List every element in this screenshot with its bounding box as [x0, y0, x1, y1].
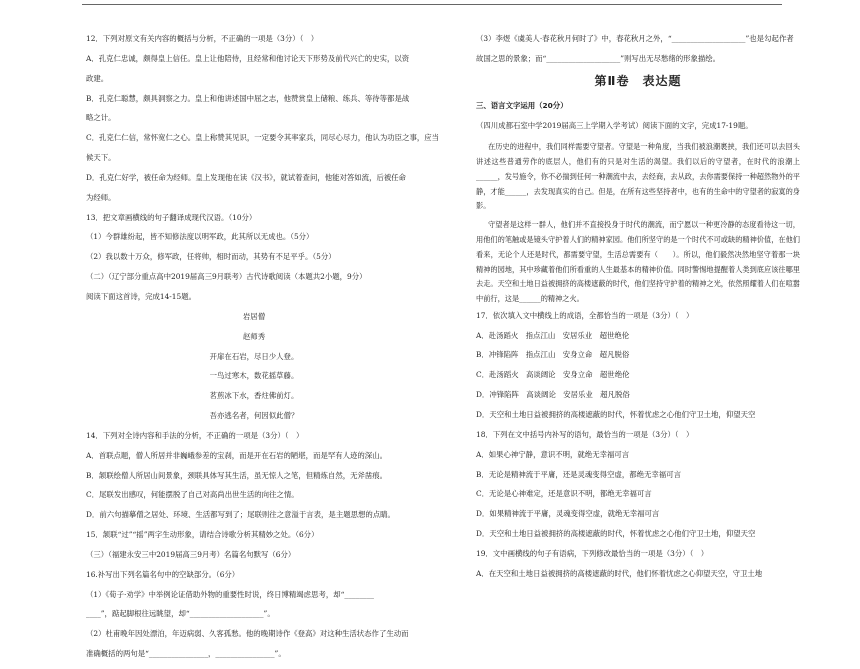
text-line: 略之计。 [86, 113, 116, 123]
text-line: 13．把文章画横线的句子翻译成现代汉语。（10分） [86, 212, 257, 222]
text-line: 阅读下面这首诗，完成14-15题。 [86, 291, 196, 301]
text-line: 16.补写出下列名篇名句中的空缺部分。（6分） [86, 569, 240, 579]
text-line: D．天空和土地日益被拥挤的高楼遮蔽的时代，怀着忧虑之心他们守卫土地，仰望天空 [476, 410, 756, 420]
text-line: （1）《荀子·劝学》中举例论证借助外物的重要性时说，终日博精竭虑思考，却“________ [86, 589, 374, 599]
section-heading: 三、语言文字运用（20分） [476, 100, 568, 110]
text-line: 12．下列对原文有关内容的概括与分析，不正确的一项是（3分）（ ） [86, 34, 319, 43]
text-line: C．尾联发出感叹，何能摆脱了自己对高尚出世生活的向往之情。 [86, 490, 299, 500]
text-line: （三）（福建永安三中2019届高三9月考）名篇名句默写（6分） [86, 549, 296, 559]
text-line: D．如果精神流于平庸，灵魂变得空虚，就绝无幸福可言 [476, 509, 660, 519]
right-column [476, 34, 800, 589]
text-line: 为经师。 [86, 192, 116, 202]
text-line: 候天下。 [86, 153, 116, 163]
text-line: B．无论是精神流于平庸，还是灵魂变得空虚，都绝无幸福可言 [476, 469, 681, 479]
text-line: A．在天空和土地日益被拥挤的高楼遮蔽的时代，他们怀着忧虑之心仰望天空，守卫土地 [476, 568, 763, 578]
poem-line: 一鸟过寒木，数花摇草藤。 [209, 371, 299, 381]
text-line: （二）（辽宁部分重点高中2019届高三9月联考）古代诗歌阅读（本题共2小题，9分） [86, 272, 367, 282]
text-line: C．无论是心神难定，还是意识不明，都绝无幸福可言 [476, 489, 652, 499]
text-line: 准确概括的两句是“________________，________________”。 [86, 649, 286, 659]
text-line: D．冲锋陷阵 高谈阔论 安居乐业 超凡脱俗 [476, 390, 630, 400]
passage-paragraph: 在历史的进程中，我们同样需要守望者。守望是一种角度，当我们被浪潮裹挟，我们还可以去回头讲述这些普通劳作的底层人，他们有的只是对生活的渴望。我们以后的守望者，在时代的浪潮上______，发号施令，你不必揣到任何一种潮流中去，去经商，去从政，去你需要保持一种超然物外的平静，才能______，去发现真实的自己。但是，在所有这些坚持者中，也有的生命中的守望者的寂寞的身影。 [476, 142, 800, 211]
section-title: 第Ⅱ卷 表达题 [594, 73, 682, 88]
text-line: （3）李煜《虞美人·春花秋月何时了》中，春花秋月之外，“____________________”也是勾起作者 [476, 34, 794, 43]
text-line: C．孔克仁仁信，常怀宽仁之心。皇上称赞其见识，一定要令其率家兵，同尽心尽力，他认为功臣之事，应当 [86, 133, 440, 143]
text-line: B．冲锋陷阵 指点江山 安身立命 超凡脱俗 [476, 350, 630, 360]
text-line: D．孔克仁好学，被任命为经师。皇上发现他在读《汉书》，就试着查问，他能对答如流，后被任命 [86, 172, 407, 182]
poem-line: 开扉在石岩，尽日少人登。 [209, 351, 299, 361]
poem-title: 岩居僧 [242, 311, 266, 321]
text-line: D．天空和土地日益被拥挤的高楼遮蔽的时代，怀着忧虑之心他们守卫土地，仰望天空 [476, 529, 756, 539]
text-line: C．赴汤蹈火 高谈阔论 安身立命 超世绝伦 [476, 370, 630, 380]
text-line: 19．文中画横线的句子有语病，下列修改最恰当的一项是（3分）（ ） [476, 548, 709, 558]
text-line: A．首联点题，僧人所居并非巍峨参差的宝刹，而是开在石岩的陋堪，而是罕有人迹的深山。 [86, 450, 387, 460]
text-line: （2）杜甫晚年因处漂泊，年迈病弱、久客孤愁。他的晚期诗作《登高》对这种生活状态作了生动而 [86, 629, 409, 639]
text-line: D．前六句描摹僧之居处、环境、生活都写到了；尾联则往之意溢于言表，是主题思想的点睛。 [86, 510, 395, 520]
text-line: 18．下列在文中括号内补写的语句，最恰当的一项是（3分）（ ） [476, 429, 694, 439]
text-line: （1）今群雄纷起，皆不知修法度以明军政，此其所以无成也。（5分） [86, 232, 314, 242]
passage-paragraph: 守望者是这样一群人，他们并不直接投身于时代的潮流，而宁愿以一种更冷静的态度看待这一切，用他们的笔触或是镜头守护着人们的精神家园。他们所坚守的是一个时代不可或缺的精神价值，在他们看来，无论个人还是时代，都需要守望，生活总需要有（ ）。所以，他们毅然决然地坚守着那一块精神的园地，其中珍藏着他们所看重的人生最基本的精神价值。同时警惕地提醒着人类到底应该往哪里去走。天空和土地日益被拥挤的高楼遮蔽的时代，他们坚持守护着的精神之光，依然照耀着人们在喧嚣中前行，这是______的精神之火。 [476, 220, 800, 304]
text-line: A．赴汤蹈火 指点江山 安居乐业 超世绝伦 [476, 330, 630, 340]
text-line: 故国之思的景象；而“____________________”则写出无尽愁绪的形象描绘。 [476, 53, 721, 63]
text-line: 政建。 [86, 73, 109, 83]
text-line: A．如果心神宁静，意识不明，就绝无幸福可言 [476, 449, 630, 459]
top-rule [82, 4, 782, 5]
text-line: 15．颔联“过”“摇”两字生动形象，请结合诗歌分析其精妙之处。（6分） [86, 530, 319, 540]
text-line: ____”，踮起脚根往远眺望，却“____________________”。 [86, 609, 275, 619]
passage-intro: （四川成都石室中学2019届高三上学期入学考试）阅读下面的文字，完成17-19题。 [476, 120, 753, 130]
poem-line: 吾亦逃名者，何因似此僧？ [209, 411, 299, 421]
text-line: B．孔克仁聪慧，颇具洞察之力。皇上和他讲述国中屈之志，他赞赏皇上储粮、练兵、等待等都是战 [86, 93, 410, 103]
left-column [86, 34, 440, 669]
text-line: A．孔克仁忠诚，颇得皇上信任。皇上让他陪侍，且经常和他讨论天下形势及前代兴亡的史实，以资 [86, 53, 410, 63]
text-line: 14．下列对全诗内容和手法的分析，不正确的一项是（3分）（ ） [86, 430, 304, 440]
text-line: B．颔联绘僧人所居山间景象，颈联具体写其生活，虽无惊人之笔，但精炼自然，无斧凿痕。 [86, 470, 388, 480]
text-line: 17．依次填入文中横线上的成语，全都恰当的一项是（3分）（ ） [476, 310, 694, 320]
text-line: （2）我以数十万众，修军政，任将帅，相时而动，其势有不足平乎。（5分） [86, 252, 336, 262]
poem-line: 茗煎冰下水，香炷佛前灯。 [209, 391, 299, 401]
poem-author: 赵师秀 [242, 331, 266, 341]
